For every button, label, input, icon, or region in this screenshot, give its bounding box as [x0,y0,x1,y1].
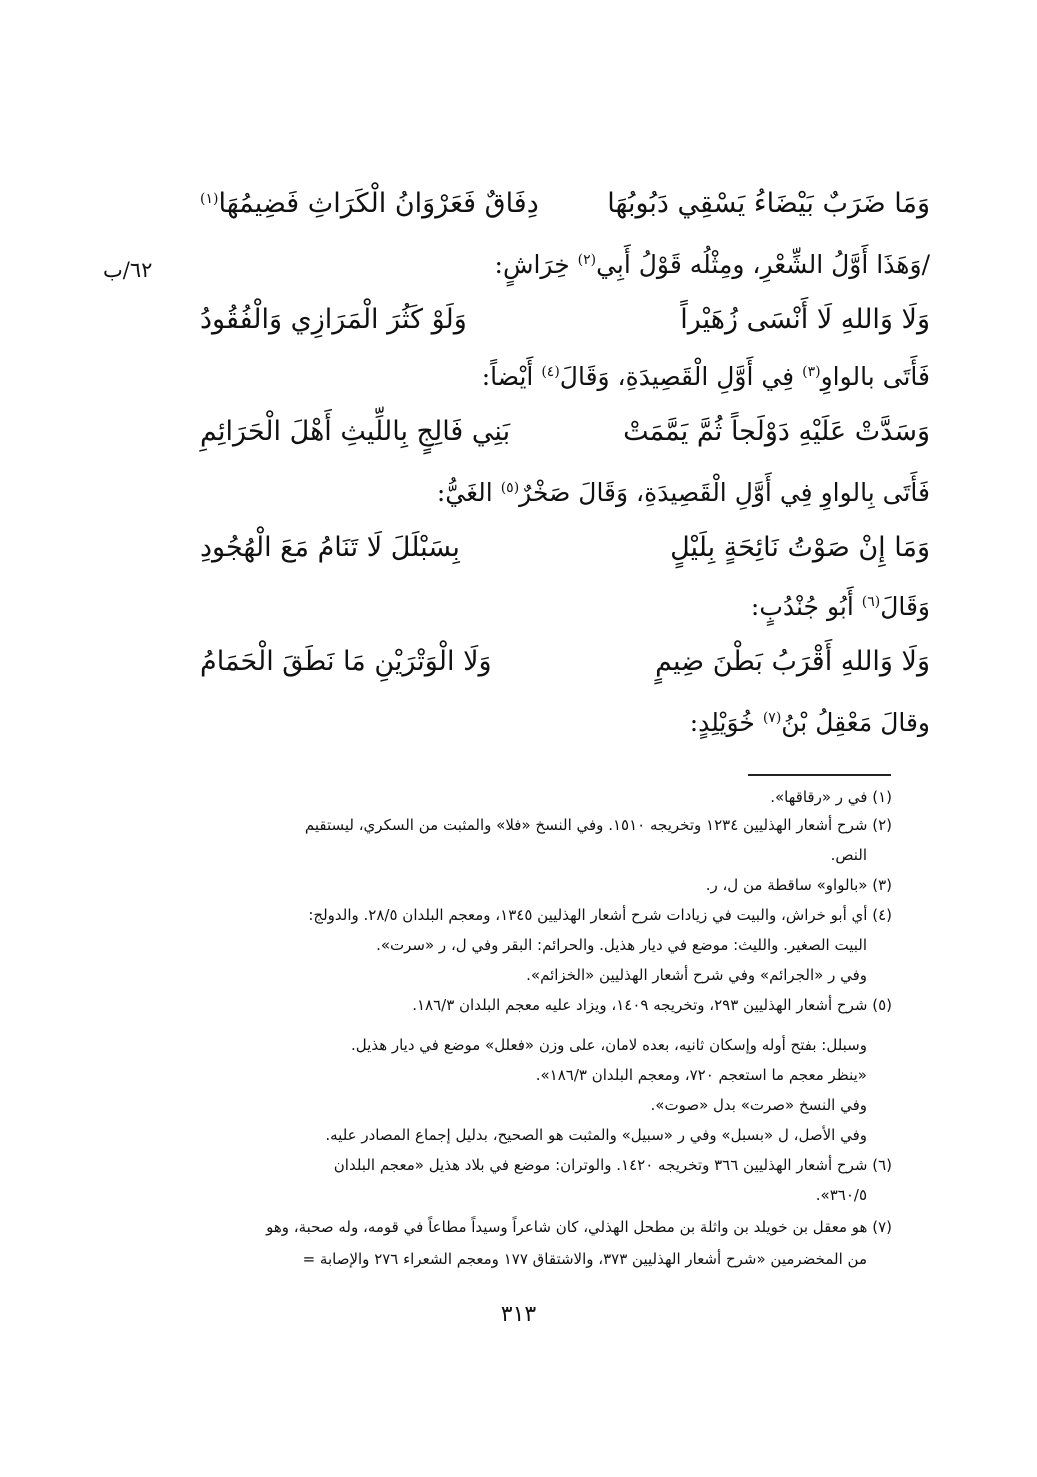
verse-3-first-hemistich: وَسَدَّتْ عَلَيْهِ دَوْلَجاً ثُمَّ يَمَّمَتْ [623,416,930,447]
verse-4 [200,532,930,576]
prose-line-2 [482,362,930,391]
prose-5-tail: خُوَيْلِدٍ: [689,708,763,737]
prose-1-text: /وَهَذَا أَوَّلُ الشِّعْرِ، ومِثْلُه قَوْلُ أَبِي [596,250,930,279]
footnote-ref-2: (٢) [577,252,597,268]
page-number: ٣١٣ [500,1302,537,1327]
verse-1 [200,188,930,232]
footnote-5-continued-1: وسبلل: بفتح أوله وإسكان ثانيه، بعده لامان، على وزن «فعلل» موضع في ديار هذيل. [351,1036,867,1054]
verse-1-second-hemistich-text: دِفَاقٌ فَعَرْوَانُ الْكَرَاثِ فَضِيمُهَا [218,188,539,219]
footnote-ref-1: (١) [200,191,219,207]
verse-4-second-hemistich: بِسَبْلَلَ لَا تَنَامُ مَعَ الْهُجُودِ [200,532,460,563]
footnote-5-continued-4: وفي الأصل، ل «بسبل» وفي ر «سبيل» والمثبت هو الصحيح، بدليل إجماع المصادر عليه. [325,1126,867,1144]
footnote-ref-6: (٦) [861,594,881,610]
prose-4-tail: أَبُو جُنْدُبٍ: [750,592,862,621]
footnote-2: (٢) شرح أشعار الهذليين ١٢٣٤ وتخريجه ١٥١٠. وفي النسخ «فلا» والمثبت من السكري، ليستقيم [304,816,892,834]
verse-4-first-hemistich: وَمَا إِنْ صَوْتُ نَائِحَةٍ بِلَيْلٍ [670,532,930,563]
footnote-2-continued: النص. [830,846,867,864]
footnote-ref-3: (٣) [802,364,821,380]
verse-3-second-hemistich: بَنِي فَالِجٍ بِاللِّيثِ أَهْلَ الْحَرَائِمِ [200,416,511,447]
prose-line-1 [495,250,930,279]
footnote-5-continued-3: وفي النسخ «صرت» بدل «صوت». [650,1096,867,1114]
footnote-6: (٦) شرح أشعار الهذليين ٣٦٦ وتخريجه ١٤٢٠. والوتران: موضع في بلاد هذيل «معجم البلدان [333,1156,892,1174]
prose-3-text: فَأَتَى بِالواوِ فِي أَوَّلِ الْقَصِيدَةِ، وَقَالَ صَخْرٌ [519,478,930,507]
prose-1-tail: خِرَاشٍ: [494,250,578,279]
footnote-7-continued: من المخضرمين «شرح أشعار الهذليين ٣٧٣، والاشتقاق ١٧٧ ومعجم الشعراء ٢٧٦ والإصابة = [302,1250,867,1268]
footnote-ref-5: (٥) [500,480,520,496]
prose-line-4 [751,592,930,621]
marginal-folio-note: ٦٢/ب [103,258,153,282]
verse-2-second-hemistich: وَلَوْ كَثُرَ الْمَرَازِي وَالْفُقُودُ [200,304,467,335]
verse-5 [200,646,930,690]
footnote-5: (٥) شرح أشعار الهذليين ٢٩٣، وتخريجه ١٤٠٩، ويزاد عليه معجم البلدان ١٨٦/٣. [412,996,892,1014]
footnote-4-continued-1: البيت الصغير. والليث: موضع في ديار هذيل. والحرائم: البقر وفي ل، ر «سرت». [376,936,867,954]
verse-1-second-hemistich [200,188,539,219]
verse-5-second-hemistich: وَلَا الْوَتْرَيْنِ مَا نَطَقَ الْحَمَامُ [200,646,492,677]
prose-5-text: وقالَ مَعْقِلُ بْنُ [781,708,930,737]
footnote-6-continued: ٣٦٠/٥». [815,1186,867,1204]
verse-1-first-hemistich: وَمَا ضَرَبٌ بَيْضَاءُ يَسْقِي دَبُوبُهَا [607,188,930,219]
prose-2-tail: أَيْضاً: [481,362,542,391]
prose-line-5 [690,708,930,737]
footnote-7: (٧) هو معقل بن خويلد بن واثلة بن مطحل الهذلي، كان شاعراً وسيداً مطاعاً في قومه، وله صحبة، وهو [266,1218,892,1236]
verse-3 [200,416,930,460]
verse-2 [200,304,930,348]
footnote-ref-7: (٧) [762,710,782,726]
footnote-3: (٣) «بالواو» ساقطة من ل، ر. [705,876,892,894]
verse-2-first-hemistich: وَلَا وَاللهِ لَا أَنْسَى زُهَيْراً [680,304,930,335]
footnote-4-continued-2: وفي ر «الجرائم» وفي شرح أشعار الهذليين «الخزائم». [526,966,867,984]
prose-2-mid: فِي أَوَّلِ الْقَصِيدَةِ، وَقَالَ [559,362,803,391]
footnote-separator [748,774,891,776]
prose-line-3 [437,478,930,507]
footnote-ref-4: (٤) [541,364,560,380]
prose-3-tail: الغَيُّ: [436,478,501,507]
footnote-4: (٤) أي أبو خراش، والبيت في زيادات شرح أشعار الهذليين ١٣٤٥، ومعجم البلدان ٢٨/٥. والدولج: [308,906,892,924]
prose-2-text: فَأَتَى بالواوِ [820,362,930,391]
prose-4-text: وَقَالَ [880,592,930,621]
footnote-1: (١) في ر «رقاقها». [770,788,892,806]
verse-5-first-hemistich: وَلَا وَاللهِ أَقْرَبُ بَطْنَ ضِيمٍ [655,646,930,677]
footnote-5-continued-2: «ينظر معجم ما استعجم ٧٢٠، ومعجم البلدان ١٨٦/٣». [535,1066,867,1084]
